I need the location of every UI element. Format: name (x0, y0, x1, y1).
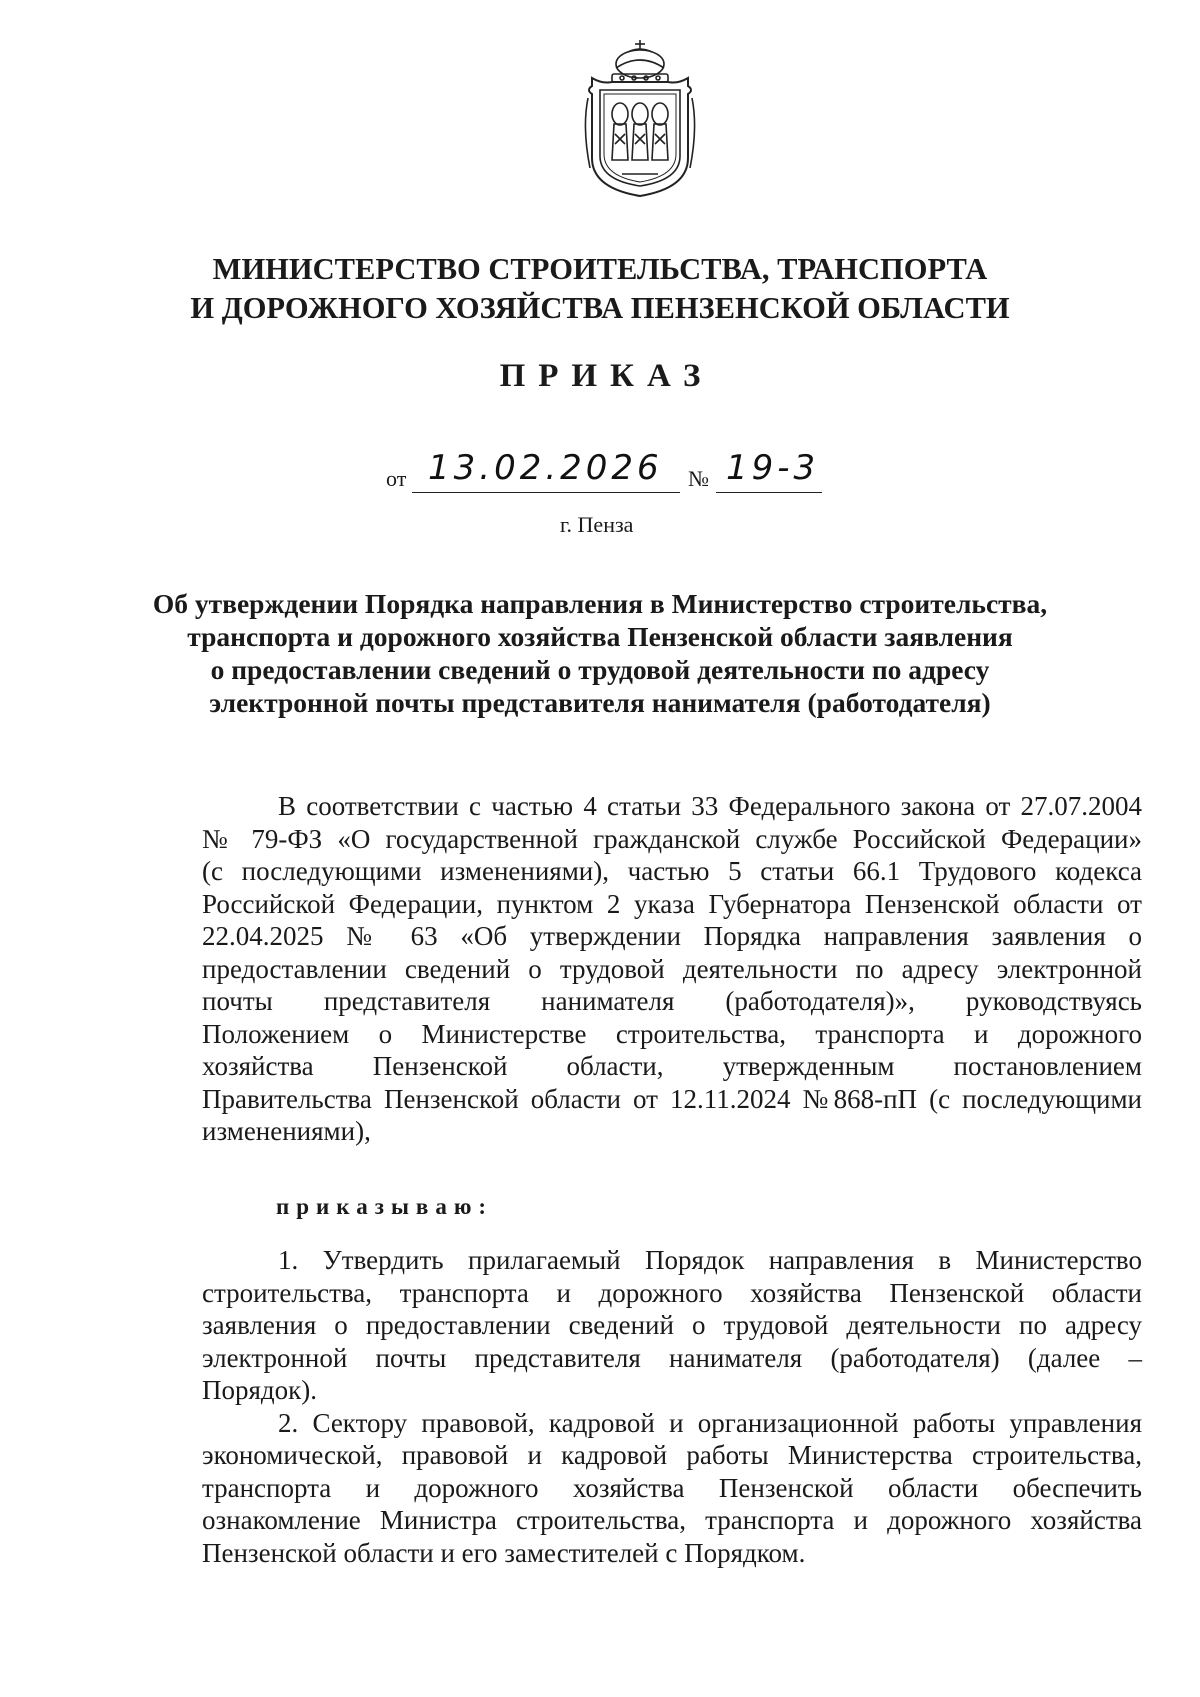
directive-word: приказываю: (276, 1194, 494, 1219)
date-underline (412, 492, 680, 493)
number-underline (716, 492, 822, 493)
item-line: экономической, правовой и кадровой работы Министерства строительства, (202, 1440, 1142, 1470)
item-line: строительства, транспорта и дорожного хозяйства Пензенской области (202, 1277, 1142, 1308)
order-number-handwritten: 19-3 (726, 448, 820, 488)
preamble-line: 22.04.2025 № 63 «Об утверждении Порядка направления заявления о (202, 921, 1142, 951)
preamble-line: (с последующими изменениями), частью 5 статьи 66.1 Трудового кодекса (202, 856, 1142, 886)
preamble-line: почты представителя нанимателя (работодателя)», руководствуясь (202, 986, 1142, 1016)
title-line-1: Об утверждении Порядка направления в Министерство строительства, (152, 588, 1048, 619)
order-date-handwritten: 13.02.2026 (428, 448, 663, 488)
item-line: электронной почты представителя нанимателя (работодателя) (далее – (202, 1342, 1142, 1373)
preamble-line: В соответствии с частью 4 статьи 33 Федерального закона от 27.07.2004 (278, 791, 1142, 821)
preamble-paragraph (202, 790, 1142, 1148)
ministry-name (0, 250, 1200, 328)
ministry-name-line-1: МИНИСТЕРСТВО СТРОИТЕЛЬСТВА, ТРАНСПОРТА (212, 252, 988, 286)
title-line-3: о предоставлении сведений о трудовой деятельности по адресу (210, 654, 990, 685)
item-line: заявления о предоставлении сведений о трудовой деятельности по адресу (202, 1310, 1142, 1340)
item-line: Пензенской области и его заместителей с Порядком. (202, 1537, 806, 1568)
title-line-4: электронной почты представителя нанимателя (работодателя) (209, 687, 991, 718)
item-line: ознакомление Министра строительства, транспорта и дорожного хозяйства (202, 1505, 1142, 1535)
order-item-1 (202, 1244, 1142, 1407)
order-item-2 (202, 1407, 1142, 1570)
date-prefix: от (386, 466, 407, 491)
document-type: ПРИКАЗ (499, 358, 714, 394)
preamble-line: изменениями), (202, 1116, 371, 1146)
title-line-2: транспорта и дорожного хозяйства Пензенской области заявления (187, 621, 1013, 652)
item-line: Порядок). (202, 1375, 318, 1405)
item-line: 1. Утвердить прилагаемый Порядок направления в Министерство (278, 1245, 1142, 1275)
order-items (202, 1244, 1142, 1569)
preamble-line: хозяйства Пензенской области, утвержденным постановлением (202, 1051, 1142, 1081)
number-prefix: № (688, 466, 709, 491)
preamble-line: предоставлении сведений о трудовой деятельности по адресу электронной (202, 953, 1142, 984)
coat-of-arms-icon (582, 38, 698, 202)
preamble-line: Российской Федерации, пунктом 2 указа Губернатора Пензенской области от (202, 888, 1142, 919)
preamble-line: Правительства Пензенской области от 12.11.2024 №868-пП (с последующими (202, 1083, 1142, 1114)
item-line: 2. Сектору правовой, кадровой и организационной работы управления (278, 1407, 1142, 1438)
ministry-name-line-2: И ДОРОЖНОГО ХОЗЯЙСТВА ПЕНЗЕНСКОЙ ОБЛАСТИ (190, 291, 1010, 325)
preamble-line: Положением о Министерстве строительства, транспорта и дорожного (202, 1018, 1142, 1049)
city-name: г. Пенза (560, 512, 634, 537)
item-line: транспорта и дорожного хозяйства Пензенской области обеспечить (202, 1472, 1142, 1503)
preamble-line: № 79-ФЗ «О государственной гражданской службе Российской Федерации» (202, 823, 1142, 854)
order-date-number-row (0, 448, 1200, 492)
document-title (0, 587, 1200, 719)
